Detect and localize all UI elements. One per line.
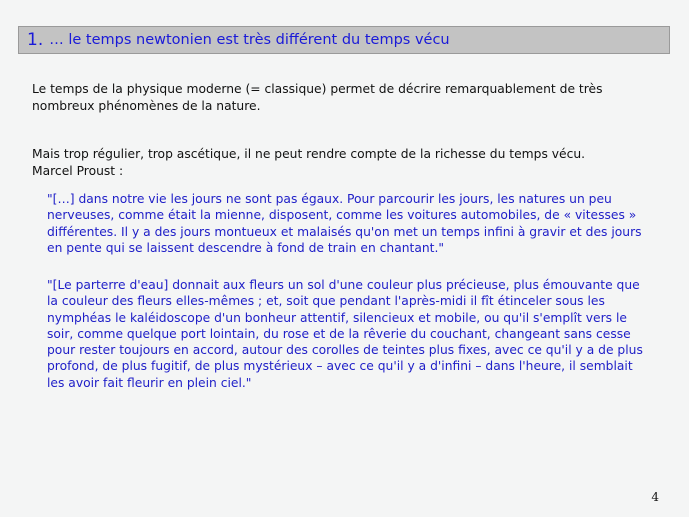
slide-title-number: 1. bbox=[27, 30, 44, 50]
page-number: 4 bbox=[651, 490, 659, 504]
slide-title-text: … le temps newtonien est très différent du temps vécu bbox=[49, 32, 450, 48]
proust-intro-paragraph bbox=[32, 146, 632, 180]
proust-author-label: Marcel Proust : bbox=[32, 164, 124, 178]
intro-paragraph: Le temps de la physique moderne (= classique) permet de décrire remarquablement de très nombreux phénomènes de la nature. bbox=[32, 82, 603, 113]
proust-quote-1: "[…] dans notre vie les jours ne sont pas égaux. Pour parcourir les jours, les natures un peu nerveuses, comme était la mienne, disposent, comme les voitures automobiles, de « vitesses » différentes. Il y a des jours montueux et malaisés qu'on met un temps infini à gravir et des jours en pente qui se laissent descendre à fond de train en chantant." bbox=[47, 192, 642, 255]
proust-quote-2: "[Le parterre d'eau] donnait aux fleurs un sol d'une couleur plus précieuse, plus émouvante que la couleur des fleurs elles-mêmes ; et, soit que pendant l'après-midi il fît étinceler sous les nymphéas le kaléidoscope d'un bonheur attentif, silencieux et mobile, ou qu'il s'emplît vers le soir, comme quelque port lointain, du rose et de la rêverie du couchant, changeant sans cesse pour rester toujours en accord, autour des corolles de teintes plus fixes, avec ce qu'il y a de plus profond, de plus fugitif, de plus mystérieux – avec ce qu'il y a d'infini – dans l'heure, il semblait les avoir fait fleurir en plein ciel." bbox=[47, 278, 643, 390]
slide-title-bar bbox=[18, 26, 670, 54]
proust-intro-line: Mais trop régulier, trop ascétique, il ne peut rendre compte de la richesse du temps vécu. bbox=[32, 147, 586, 161]
